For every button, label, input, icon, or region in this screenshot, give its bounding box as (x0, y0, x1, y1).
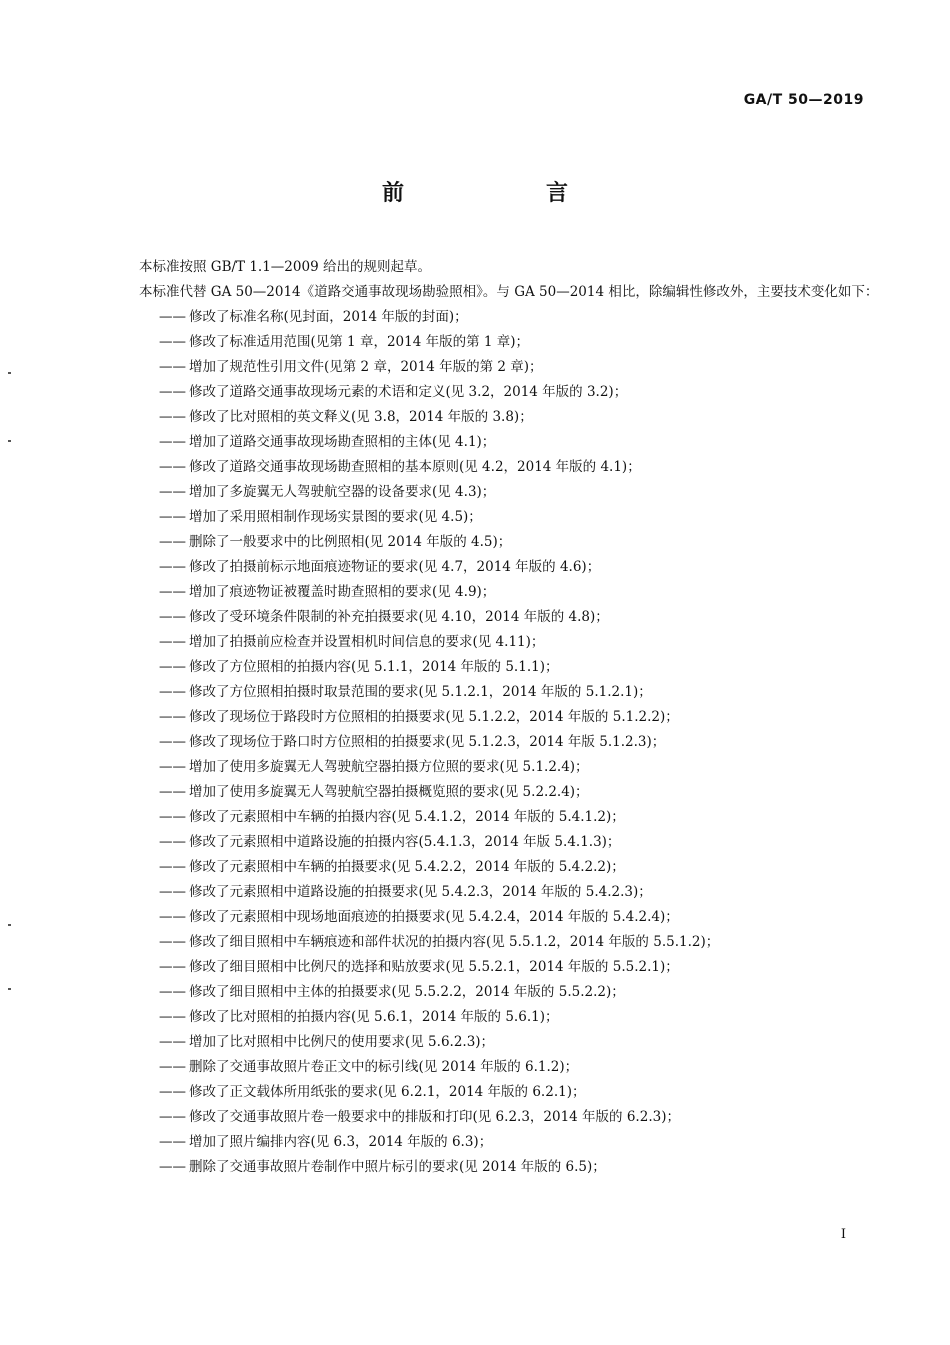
change-item (112, 1005, 882, 1030)
change-item (112, 755, 882, 780)
change-item (112, 330, 882, 355)
change-text: 修改了标准名称(见封面，2014 年版的封面)； (189, 309, 468, 325)
change-item (112, 680, 882, 705)
dash-mark: —— (159, 834, 186, 850)
change-text: 修改了道路交通事故现场元素的术语和定义(见 3.2，2014 年版的 3.2)； (189, 384, 628, 400)
change-text: 增加了拍摄前应检查并设置相机时间信息的要求(见 4.11)； (189, 634, 545, 650)
change-item (112, 730, 882, 755)
change-text: 增加了多旋翼无人驾驶航空器的设备要求(见 4.3)； (189, 484, 496, 500)
change-text: 增加了使用多旋翼无人驾驶航空器拍摄概览照的要求(见 5.2.2.4)； (189, 784, 589, 800)
dash-mark: —— (159, 909, 186, 925)
change-item (112, 1055, 882, 1080)
change-item (112, 880, 882, 905)
dash-mark: —— (159, 1159, 186, 1175)
change-text: 修改了元素照相中车辆的拍摄内容(见 5.4.1.2，2014 年版的 5.4.1.2)； (189, 809, 625, 825)
change-item (112, 630, 882, 655)
change-text: 修改了方位照相拍摄时取景范围的要求(见 5.1.2.1，2014 年版的 5.1.2.1)； (189, 684, 652, 700)
change-text: 删除了一般要求中的比例照相(见 2014 年版的 4.5)； (189, 534, 512, 550)
change-text: 删除了交通事故照片卷制作中照片标引的要求(见 2014 年版的 6.5)； (189, 1159, 606, 1175)
change-item (112, 705, 882, 730)
dash-mark: —— (159, 859, 186, 875)
scan-speck (8, 988, 11, 990)
standard-code: GA/T 50—2019 (743, 92, 864, 108)
dash-mark: —— (159, 959, 186, 975)
paragraph-replacement: 本标准代替 GA 50—2014《道路交通事故现场勘验照相》。与 GA 50—2014 相比，除编辑性修改外，主要技术变化如下： (139, 284, 879, 300)
dash-mark: —— (159, 634, 186, 650)
change-text: 修改了标准适用范围(见第 1 章，2014 年版的第 1 章)； (189, 334, 530, 350)
dash-mark: —— (159, 609, 186, 625)
change-text: 增加了比对照相中比例尺的使用要求(见 5.6.2.3)； (189, 1034, 495, 1050)
change-text: 修改了现场位于路口时方位照相的拍摄要求(见 5.1.2.3，2014 年版 5.1.2.3)； (189, 734, 666, 750)
scan-speck (8, 924, 11, 926)
page-title: 前 言 (381, 181, 628, 206)
dash-mark: —— (159, 459, 186, 475)
dash-mark: —— (159, 534, 186, 550)
change-text: 增加了规范性引用文件(见第 2 章，2014 年版的第 2 章)； (189, 359, 543, 375)
change-text: 增加了痕迹物证被覆盖时勘查照相的要求(见 4.9)； (189, 584, 496, 600)
dash-mark: —— (159, 809, 186, 825)
dash-mark: —— (159, 1059, 186, 1075)
page-number: I (840, 1227, 846, 1242)
change-text: 修改了拍摄前标示地面痕迹物证的要求(见 4.7，2014 年版的 4.6)； (189, 559, 601, 575)
change-item (112, 830, 882, 855)
change-text: 修改了元素照相中车辆的拍摄要求(见 5.4.2.2，2014 年版的 5.4.2.2)； (189, 859, 625, 875)
change-text: 修改了元素照相中道路设施的拍摄内容(5.4.1.3，2014 年版 5.4.1.3)； (189, 834, 621, 850)
scan-speck (8, 372, 11, 374)
scan-speck (8, 440, 11, 442)
change-item (112, 980, 882, 1005)
dash-mark: —— (159, 1109, 186, 1125)
dash-mark: —— (159, 659, 186, 675)
dash-mark: —— (159, 784, 186, 800)
dash-mark: —— (159, 1009, 186, 1025)
change-text: 删除了交通事故照片卷正文中的标引线(见 2014 年版的 6.1.2)； (189, 1059, 579, 1075)
change-text: 增加了采用照相制作现场实景图的要求(见 4.5)； (189, 509, 482, 525)
change-item (112, 1080, 882, 1105)
change-text: 增加了使用多旋翼无人驾驶航空器拍摄方位照的要求(见 5.1.2.4)； (189, 759, 589, 775)
change-text: 修改了受环境条件限制的补充拍摄要求(见 4.10，2014 年版的 4.8)； (189, 609, 609, 625)
change-item (112, 580, 882, 605)
change-text: 修改了方位照相的拍摄内容(见 5.1.1，2014 年版的 5.1.1)； (189, 659, 559, 675)
dash-mark: —— (159, 984, 186, 1000)
dash-mark: —— (159, 1034, 186, 1050)
change-text: 修改了交通事故照片卷一般要求中的排版和打印(见 6.2.3，2014 年版的 6.2.3)； (189, 1109, 680, 1125)
dash-mark: —— (159, 709, 186, 725)
change-text: 修改了道路交通事故现场勘查照相的基本原则(见 4.2，2014 年版的 4.1)； (189, 459, 641, 475)
paragraph-drafting-rule: 本标准按照 GB/T 1.1—2009 给出的规则起草。 (139, 259, 431, 275)
change-item (112, 1155, 882, 1180)
dash-mark: —— (159, 384, 186, 400)
change-text: 修改了细目照相中比例尺的选择和贴放要求(见 5.5.2.1，2014 年版的 5.5.2.1)； (189, 959, 679, 975)
change-item (112, 480, 882, 505)
dash-mark: —— (159, 434, 186, 450)
dash-mark: —— (159, 734, 186, 750)
dash-mark: —— (159, 509, 186, 525)
dash-mark: —— (159, 334, 186, 350)
dash-mark: —— (159, 359, 186, 375)
change-text: 修改了现场位于路段时方位照相的拍摄要求(见 5.1.2.2，2014 年版的 5.1.2.2)； (189, 709, 679, 725)
foreword-body (112, 255, 882, 1180)
dash-mark: —— (159, 884, 186, 900)
change-item (112, 655, 882, 680)
change-text: 修改了元素照相中道路设施的拍摄要求(见 5.4.2.3，2014 年版的 5.4.2.3)； (189, 884, 652, 900)
change-item (112, 455, 882, 480)
change-item (112, 1130, 882, 1155)
change-text: 修改了元素照相中现场地面痕迹的拍摄要求(见 5.4.2.4，2014 年版的 5.4.2.4)； (189, 909, 679, 925)
change-text: 修改了比对照相的英文释义(见 3.8，2014 年版的 3.8)； (189, 409, 533, 425)
change-item (112, 855, 882, 880)
dash-mark: —— (159, 1084, 186, 1100)
change-text: 增加了道路交通事故现场勘查照相的主体(见 4.1)； (189, 434, 496, 450)
dash-mark: —— (159, 684, 186, 700)
change-item (112, 930, 882, 955)
change-item (112, 505, 882, 530)
change-text: 修改了正文载体所用纸张的要求(见 6.2.1，2014 年版的 6.2.1)； (189, 1084, 586, 1100)
changes-list (112, 305, 882, 1180)
dash-mark: —— (159, 309, 186, 325)
dash-mark: —— (159, 409, 186, 425)
change-item (112, 955, 882, 980)
change-item (112, 355, 882, 380)
change-item (112, 530, 882, 555)
change-item (112, 905, 882, 930)
change-item (112, 1105, 882, 1130)
change-item (112, 405, 882, 430)
change-item (112, 605, 882, 630)
dash-mark: —— (159, 584, 186, 600)
change-text: 修改了比对照相的拍摄内容(见 5.6.1，2014 年版的 5.6.1)； (189, 1009, 559, 1025)
dash-mark: —— (159, 559, 186, 575)
dash-mark: —— (159, 484, 186, 500)
change-item (112, 1030, 882, 1055)
change-text: 增加了照片编排内容(见 6.3，2014 年版的 6.3)； (189, 1134, 493, 1150)
change-item (112, 805, 882, 830)
change-item (112, 555, 882, 580)
change-text: 修改了细目照相中主体的拍摄要求(见 5.5.2.2，2014 年版的 5.5.2.2)； (189, 984, 625, 1000)
dash-mark: —— (159, 759, 186, 775)
dash-mark: —— (159, 934, 186, 950)
change-item (112, 780, 882, 805)
change-item (112, 305, 882, 330)
change-text: 修改了细目照相中车辆痕迹和部件状况的拍摄内容(见 5.5.1.2，2014 年版的 5.5.1.2)； (189, 934, 720, 950)
dash-mark: —— (159, 1134, 186, 1150)
change-item (112, 430, 882, 455)
change-item (112, 380, 882, 405)
